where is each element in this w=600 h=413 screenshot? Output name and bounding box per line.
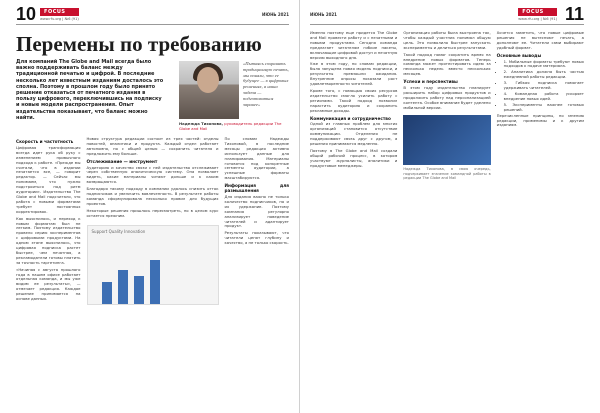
photo-caption: [179, 119, 289, 131]
article-headline: Перемены по требованию: [16, 32, 262, 56]
subheading: Основные выводы: [496, 52, 542, 58]
photo-caption: Надежда Тихонова, в свою очередь, подчеркивает значение командной работы в редакции The Globe and Mail: [403, 166, 491, 181]
author-photo: [179, 61, 239, 119]
paragraph: Такой подход помог сократить время на внедрение новых форматов. Теперь команда может протестировать идею за несколько недель вместо нескольких месяцев.: [403, 51, 491, 77]
paragraph: Аудиторию и качество связи с ней издательство отслеживает через собственную аналитическую систему. Она позволяет видеть, какие материалы читают дольше и к каким возвращаются.: [86, 164, 219, 185]
page-number: 11: [564, 4, 584, 24]
paragraph: Поэтому в The Globe and Mail создали общий рабочий процесс, в котором участвуют журналисты, аналитики и продуктовые менеджеры.: [310, 147, 398, 168]
site-url: www.rfu.org | №6 (91): [40, 16, 79, 21]
subheading: Отслеживание — инструмент: [86, 158, 158, 164]
paragraph: По словам Надежды Тихоновой, в последние месяцы редакция активно использует данные для планирования. Материалы готовятся под конкретные сегменты аудитории, а успешные форматы масштабируются.: [224, 136, 289, 181]
photo-face-shape: [197, 67, 219, 93]
issue-date: ИЮНЬ 2021: [310, 11, 337, 17]
paragraph: Новая структура редакции состоит из трех частей: отделы новостей, аналитики и продукта. Каждый отдел работает автономно, но с общей целью — сохранить читателя и предложить ему больше.: [86, 136, 219, 156]
article-lead: Для компаний The Globe and Mail всегда было важно поддерживать баланс между традиционной печатью и цифрой. В последние несколько лет известным изданиям досталось это сполна. Поэтому в прошлом году было принято решение отказаться от печатного издания в пользу цифрового, переключившись на подписку и новые модели распространения. Опыт издательства показывает, что баланс можно найти.: [16, 59, 164, 121]
left-page-header: [16, 4, 289, 25]
paragraph: В этом году издательство планирует расширить набор цифровых продуктов и продолжить работу над персонализацией контента. Особое внимание будет уделено мобильной версии.: [403, 85, 491, 110]
paragraph: Результаты показывают, что читатели ценят глубину и качество, а не только скорость.: [224, 230, 289, 246]
right-column-3: [497, 31, 584, 181]
paragraph: Благодаря такому подходу в компании удалось снизить отток подписчиков и увеличить вовлеченность. В результате работы команда сформулировала несколько правил для будущих проектов.: [86, 186, 219, 206]
paragraph: Одной из главных проблем для многих организаций становится отсутствие коммуникации. Отделения не поддерживают связь друг с другом, а решения принимаются медленно.: [310, 121, 398, 147]
paragraph: Цифровая трансформация всегда идет рука об руку с изменением привычного подхода к работе. «Прежде мы считали, что в издании печатается все, — говорит редактор. — Сейчас мы понимаем, что нужно подстроиться под ритм аудитории». Издательство The Globe and Mail подсчитало, что работа с новыми форматами требует постоянных корректировок.: [16, 144, 81, 214]
page-number: 10: [16, 4, 37, 24]
paragraph: Хочется заметить, что новые цифровые решения не вытесняют печать, а дополняют ее. Читатели сами выбирают удобный формат.: [496, 30, 584, 50]
subheading: Информация для размышления: [224, 183, 289, 194]
pull-quote: «Пытаясь сохранить традиционную печать, мы поняли, что ее будущее — в цифровых решениях, а наша задача — подготовиться заранее»: [243, 61, 289, 107]
paragraph: Кроме того, с помощью своих ресурсов издательство смогло усилить работу с регионами. Такой подход позволил нарастить аудиторию и сохранить рекламные доходы.: [310, 87, 398, 113]
list-item: • 1. Мобильные форматы требуют новых подходов к подаче материала.: [504, 60, 584, 70]
right-page: [300, 0, 600, 413]
paragraph: Именно поэтому еще придется The Globe and Mail провести работу и с печатными и новыми продуктами. Сегодня команда предлагает читателям гибкие пакеты, включающие цифровой доступ и печатную версию выходного дня.: [310, 30, 398, 60]
left-column-2: [87, 137, 219, 305]
left-column-3: [225, 137, 290, 305]
figure-bar: [134, 276, 144, 304]
caption-role: руководитель редакции The Globe and Mail: [179, 121, 282, 131]
author-photo-block: [179, 61, 289, 131]
paragraph: Некоторые решения пришлось пересмотреть, но в целом курс остается прежним.: [86, 207, 219, 218]
figure-bar: [150, 260, 160, 304]
section-badge: FOCUS: [518, 8, 557, 16]
paragraph: Организация работы была выстроена так, чтобы каждый участник понимал общую цель. Это позволило быстрее запускать эксперименты и делиться результатами.: [403, 30, 491, 50]
list-item: • 5. Эксперименты важнее готовых решений.: [504, 103, 584, 113]
paragraph: Уже в этом году, по словам редакции, была запущена новая модель подписки, и результаты превзошли ожидания. Внутренние опросы показали рост удовлетворенности читателей.: [310, 61, 398, 87]
left-columns: [16, 131, 289, 305]
header-info: [518, 8, 557, 21]
conclusions-list: [497, 60, 584, 113]
figure-bar: [102, 282, 112, 304]
article-figure: [87, 225, 219, 305]
subheading: Коммуникация и сотрудничество: [310, 115, 391, 121]
caption-name: Надежда Тихонова,: [179, 121, 224, 126]
right-page-header: [310, 4, 584, 25]
paragraph: Для издания важно не только количество подписчиков, но и их удержание. Поэтому компания регулярно анализирует поведение читателей и адаптирует продукт.: [224, 193, 289, 229]
article-photo: [403, 115, 490, 165]
right-column-1: [310, 31, 397, 181]
subheading: Скорость и частотность: [16, 139, 74, 144]
figure-bar: [118, 270, 128, 304]
subheading: Успехи и перспективы: [403, 79, 458, 85]
right-column-2: [403, 31, 490, 181]
site-url: www.rfu.org | №6 (91): [518, 16, 557, 21]
left-column-1: [16, 137, 81, 305]
header-info: [40, 8, 79, 21]
paragraph: «Начиная с августа прошлого года в нашем офисе работает отдельная команда, и мы уже видим ее результаты», — отмечает редакция. Каждое решение принимается на основе данных.: [16, 266, 81, 302]
right-columns: [310, 25, 584, 181]
paragraph: Перечисленные принципы, по мнению редакции, применимы и к другим изданиям.: [496, 112, 584, 128]
list-item: • 3. Гибкая подписка помогает удерживать читателей.: [504, 81, 584, 91]
paragraph: Как выяснилось, и переход к новым форматам был не легким. Поэтому издательство провело серию экспериментов с цифровыми продуктами. На одном этапе выяснилось, что цифровая подписка растет быстрее, чем печатная, а рекламодатели готовы платить за точность таргетинга.: [16, 215, 81, 265]
figure-label: Support Quality Innovation: [91, 228, 146, 234]
list-item: • 4. Командная работа ускоряет внедрение новых идей.: [504, 92, 584, 102]
list-item: • 2. Аналитика должна быть частью ежедневной работы редакции.: [504, 70, 584, 80]
issue-date: ИЮНЬ 2021: [262, 11, 289, 17]
section-badge: FOCUS: [40, 8, 79, 16]
